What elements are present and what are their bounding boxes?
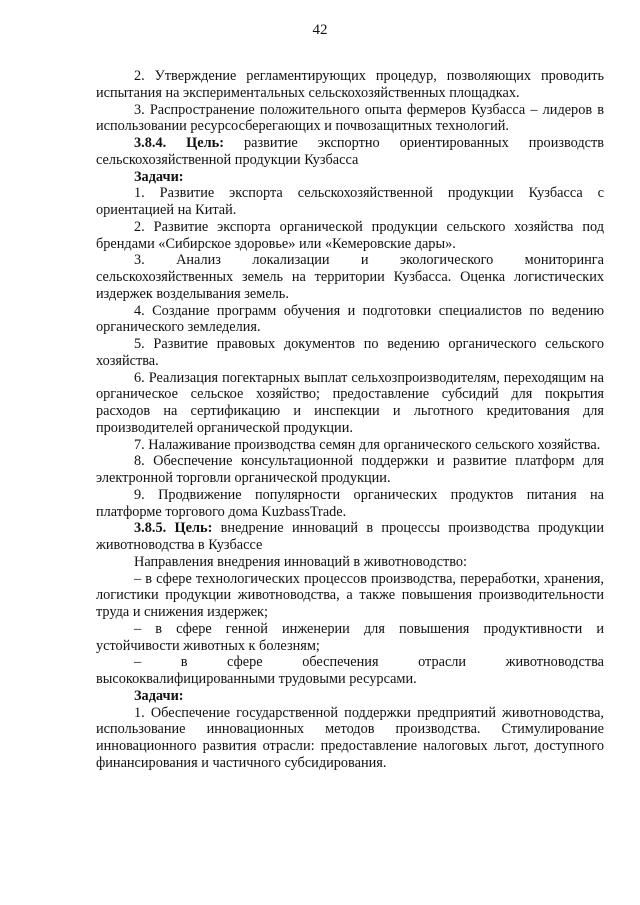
dash-list-item-text: – в сфере технологических процессов производства, переработки, хранения, логистики продукции животноводства, а также повышения производительности труда и снижения издержек; xyxy=(96,570,604,620)
paragraph-text: 3. Распространение положительного опыта фермеров Кузбасса – лидеров в использовании ресурсосберегающих и почвозащитных технологий. xyxy=(96,101,604,135)
list-item xyxy=(96,252,604,302)
section-goal-label: 3.8.5. Цель: xyxy=(134,520,213,537)
list-item xyxy=(96,219,604,253)
list-item-text: 6. Реализация погектарных выплат сельхозпроизводителям, переходящим на органическое сельское хозяйство; предоставление субсидий для покрытия расходов на сертификацию и инспекции и льготного кредитования для производителей органической продукции. xyxy=(96,369,604,436)
paragraph-text: Направления внедрения инноваций в животноводство: xyxy=(134,553,467,570)
tasks-heading xyxy=(96,688,604,705)
paragraph-text: 2. Утверждение регламентирующих процедур, позволяющих проводить испытания на экспериментальных сельскохозяйственных площадках. xyxy=(96,68,604,101)
dash-list-item-text: – в сфере генной инженерии для повышения продуктивности и устойчивости животных к болезням; xyxy=(96,620,604,654)
section-goal-heading xyxy=(96,520,604,554)
section-goal-label: 3.8.4. Цель: xyxy=(134,135,224,151)
dash-list-item xyxy=(96,621,604,655)
dash-list-item xyxy=(96,654,604,688)
page-number: 42 xyxy=(312,22,328,38)
list-item xyxy=(96,336,604,370)
list-item-text: 1. Развитие экспорта сельскохозяйственной продукции Кузбасса с ориентацией на Китай. xyxy=(96,185,604,218)
paragraph xyxy=(96,68,604,102)
list-item xyxy=(96,437,604,454)
paragraph xyxy=(96,102,604,136)
list-item-text: 9. Продвижение популярности органических продуктов питания на платформе торгового дома KuzbassTrade. xyxy=(96,486,604,520)
list-item-text: 8. Обеспечение консультационной поддержки и развитие платформ для электронной торговли органической продукции. xyxy=(96,453,604,486)
tasks-label: Задачи: xyxy=(134,168,184,185)
paragraph xyxy=(96,554,604,571)
dash-list-item xyxy=(96,571,604,621)
list-item-text: 1. Обеспечение государственной поддержки предприятий животноводства, использование инновационных методов производства. Стимулирование инновационного развития отрасли: предоставление налоговых льгот, доступного финансирования и частичного субсидирования. xyxy=(96,704,604,771)
list-item-text: 4. Создание программ обучения и подготовки специалистов по ведению органического земледелия. xyxy=(96,302,604,336)
list-item-text: 2. Развитие экспорта органической продукции сельского хозяйства под брендами «Сибирское здоровье» или «Кемеровские дары». xyxy=(96,218,604,252)
tasks-label: Задачи: xyxy=(134,687,184,704)
list-item-text: 7. Налаживание производства семян для органического сельского хозяйства. xyxy=(134,436,601,453)
list-item xyxy=(96,487,604,521)
list-item xyxy=(96,303,604,337)
list-item-text: 3. Анализ локализации и экологического мониторинга сельскохозяйственных земель на территории Кузбасса. Оценка логистических издержек возделывания земель. xyxy=(96,252,604,302)
tasks-heading xyxy=(96,169,604,186)
list-item xyxy=(96,705,604,772)
list-item xyxy=(96,185,604,219)
section-goal-text: развитие экспортно ориентированных производств сельскохозяйственной продукции Кузбасса xyxy=(96,135,604,168)
section-goal-text: внедрение инноваций в процессы производства продукции животноводства в Кузбассе xyxy=(96,520,604,553)
document-body xyxy=(96,68,604,772)
list-item xyxy=(96,453,604,487)
list-item-text: 5. Развитие правовых документов по ведению органического сельского хозяйства. xyxy=(96,336,604,369)
list-item xyxy=(96,370,604,437)
dash-list-item-text: – в сфере обеспечения отрасли животноводства высококвалифицированными трудовыми ресурсами. xyxy=(96,654,604,687)
section-goal-heading xyxy=(96,135,604,169)
